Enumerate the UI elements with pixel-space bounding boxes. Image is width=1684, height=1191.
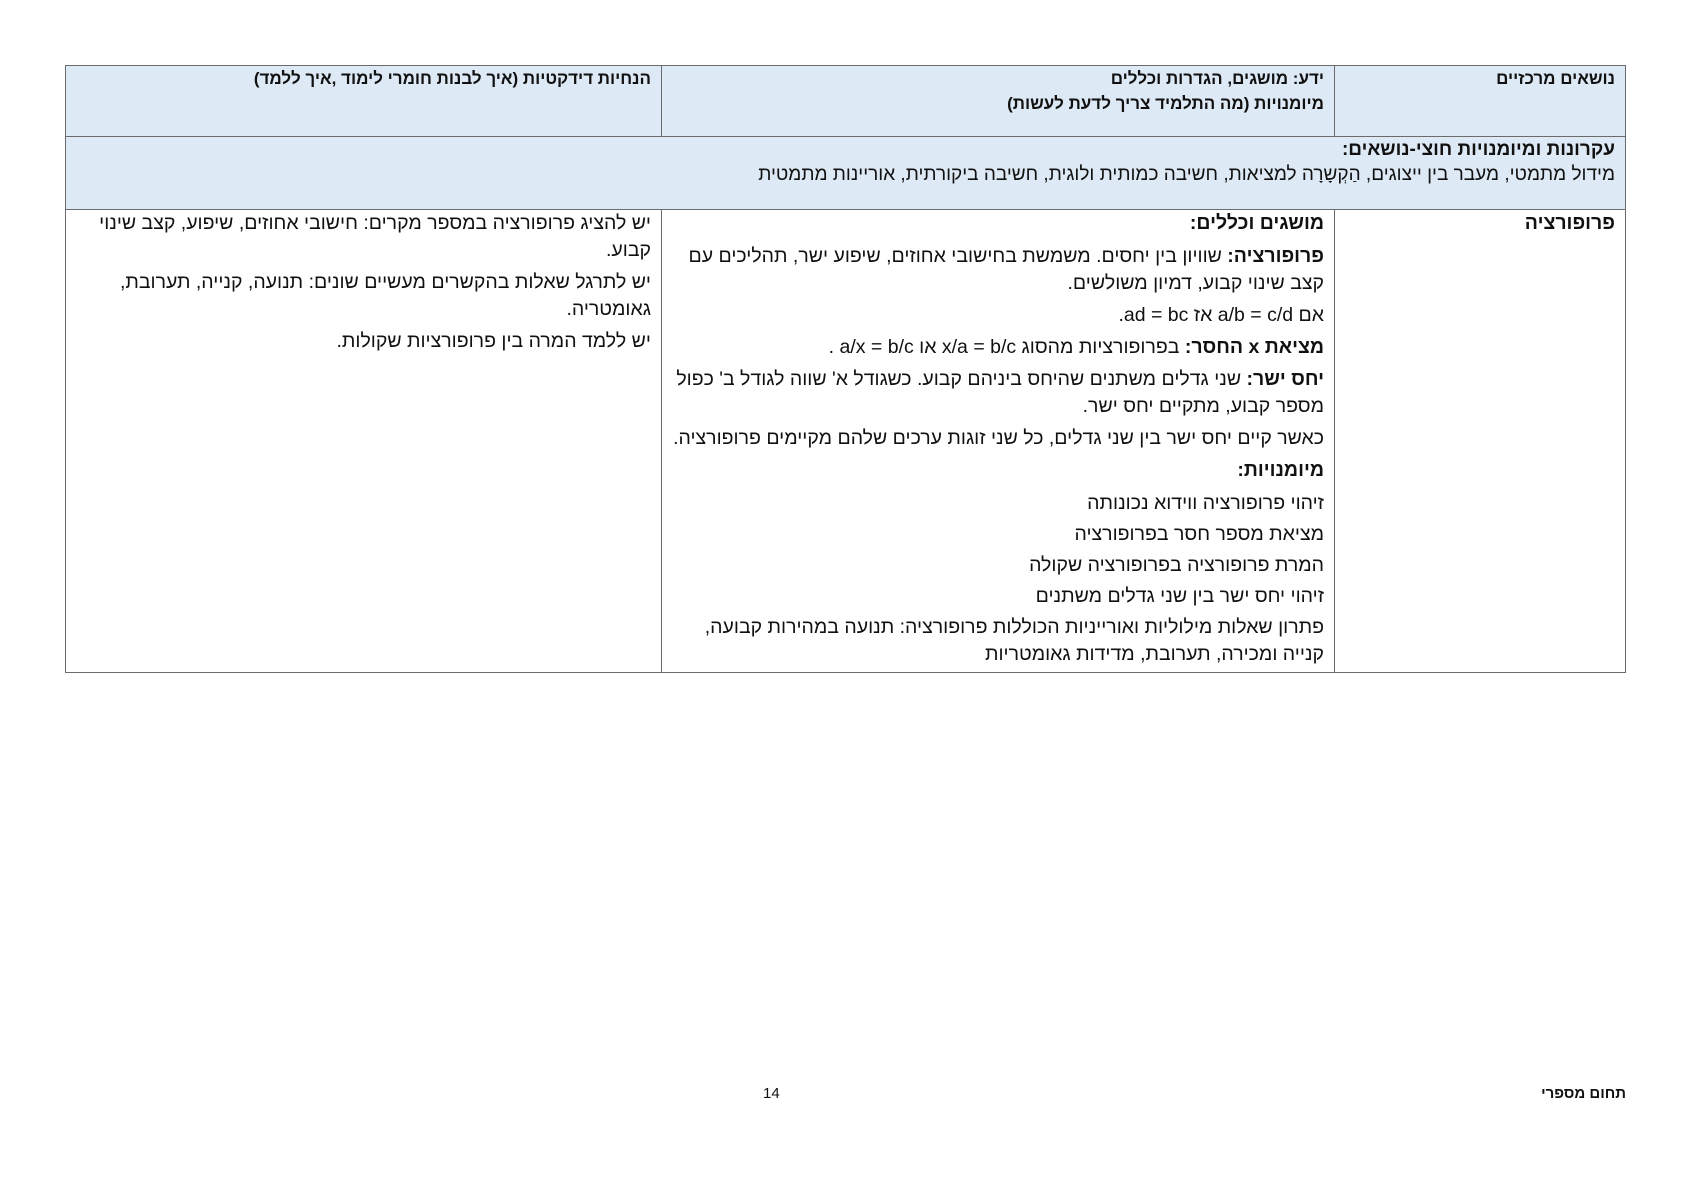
topic-name: פרופורציה [1524,212,1615,234]
guideline-item: יש לתרגל שאלות בהקשרים מעשיים שונים: תנועה, קנייה, תערובת, גאומטריה. [119,271,651,320]
table-header-row [66,66,1626,137]
proportion-text: שוויון בין יחסים. משמשת בחישובי אחוזים, שיפוע ישר, תהליכים עם קצב שינוי קבוע, דמיון משולשים. [688,245,1324,294]
header-didactic [66,66,662,137]
header-knowledge-line2: מיומנויות (מה התלמיד צריך לדעת לעשות) [1007,94,1324,113]
curriculum-table [65,65,1626,673]
missing-x-text: בפרופורציות מהסוג x/a = b/c או a/x = b/c . [828,336,1185,358]
skill-item: המרת פרופורציה בפרופורציה שקולה [1029,554,1324,576]
guideline-item: יש ללמד המרה בין פרופורציות שקולות. [336,330,651,352]
page-footer [66,1085,1626,1107]
guideline-item: יש להציג פרופורציה במספר מקרים: חישובי אחוזים, שיפוע, קצב שינוי קבוע. [99,212,651,261]
missing-x-definition [672,334,1324,361]
proportion-definition [672,243,1324,297]
header-knowledge [662,66,1335,137]
skill-item: זיהוי פרופורציה ווידוא נכונותה [1087,492,1324,514]
proportion-label: פרופורציה: [1227,245,1324,267]
footer-subject: תחום מספרי [1541,1085,1626,1102]
header-knowledge-line1: ידע: מושגים, הגדרות וכללים [1110,69,1324,88]
direct-ratio-definition [672,366,1324,420]
page-number: 14 [763,1085,780,1102]
header-topics [1335,66,1626,137]
knowledge-cell [662,210,1335,673]
table-row [66,210,1626,673]
cross-topic-text: מידול מתמטי, מעבר בין ייצוגים, הַקְשָרָה למציאות, חשיבה כמותית ולוגית, חשיבה ביקורתית, אוריינות מתמטית [758,164,1615,185]
direct-ratio-note: כאשר קיים יחס ישר בין שני גדלים, כל שני זוגות ערכים שלהם מקיימים פרופורציה. [673,427,1324,449]
missing-x-label: מציאת x החסר: [1184,336,1324,358]
header-topics-label: נושאים מרכזיים [1496,69,1615,88]
skill-item: פתרון שאלות מילוליות ואורייניות הכוללות פרופורציה: תנועה במהירות קבועה, קנייה ומכירה, תערובת, מדידות גאומטריות [704,616,1324,665]
proportion-rule: אם a/b = c/d אז ad = bc. [1118,304,1324,326]
concepts-title: מושגים וכללים: [1189,212,1324,234]
didactic-cell [66,210,662,673]
direct-ratio-label: יחס ישר: [1246,368,1324,390]
direct-ratio-text: שני גדלים משתנים שהיחס ביניהם קבוע. כשגודל א' שווה לגודל ב' כפול מספר קבוע, מתקיים יחס ישר. [676,368,1324,417]
cross-topic-title: עקרונות ומיומנויות חוצי-נושאים: [1341,139,1615,160]
skill-item: מציאת מספר חסר בפרופורציה [1074,523,1324,545]
topic-cell [1335,210,1626,673]
skill-item: זיהוי יחס ישר בין שני גדלים משתנים [1035,585,1324,607]
document-page [66,65,1626,673]
cross-topic-cell [66,137,1626,210]
cross-topic-row [66,137,1626,210]
header-didactic-label: הנחיות דידקטיות (איך לבנות חומרי לימוד ,איך ללמד) [253,69,651,88]
skills-title: מיומנויות: [1237,459,1324,481]
